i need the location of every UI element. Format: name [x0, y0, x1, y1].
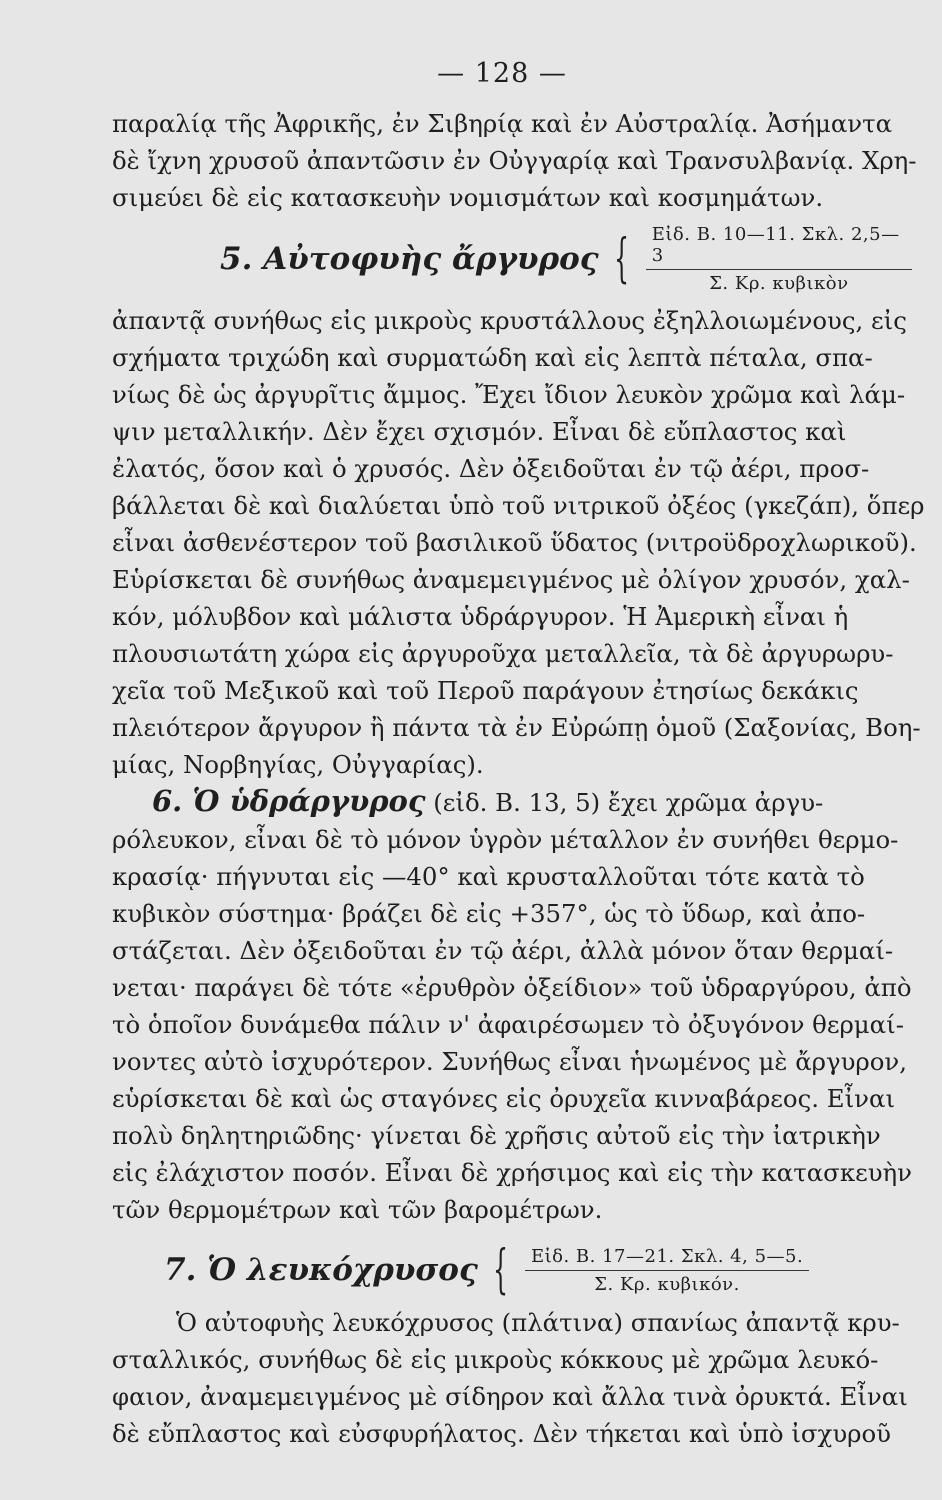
paragraph-intro [112, 105, 917, 216]
text-line: ψιν μεταλλικήν. Δὲν ἔχει σχισμόν. Εἶναι δὲ εὔπλαστος καὶ [112, 417, 847, 446]
text-line: ἐλατός, ὅσον καὶ ὁ χρυσός. Δὲν ὀξειδοῦται ἐν τῷ ἀέρι, προσ- [112, 454, 870, 483]
section-5-properties [646, 224, 912, 294]
text-line: κρασίᾳ· πήγνυται εἰς —40° καὶ κρυσταλλοῦται τότε κατὰ τὸ [112, 862, 865, 891]
properties-top: Εἰδ. Β. 10—11. Σκλ. 2,5—3 [646, 224, 912, 270]
text-line: κόν, μόλυβδον καὶ μάλιστα ὑδράργυρον. Ἡ Ἀμερικὴ εἶναι ἡ [112, 602, 849, 631]
text-line: εὑρίσκεται δὲ καὶ ὡς σταγόνες εἰς ὀρυχεῖα κινναβάρεος. Εἶναι [112, 1084, 896, 1113]
text-line: νοντες αὐτὸ ἰσχυρότερον. Συνήθως εἶναι ἡνωμένος μὲ ἄργυρον, [112, 1047, 908, 1076]
brace-glyph: { [492, 1240, 508, 1300]
properties-bottom: Σ. Κρ. κυβικὸν [709, 273, 849, 294]
text-line: Εὑρίσκεται δὲ συνήθως ἀναμεμειγμένος μὲ ὀλίγον χρυσόν, χαλ- [112, 565, 910, 594]
text-line: εἶναι ἀσθενέστερον τοῦ βασιλικοῦ ὕδατος (νιτροϋδροχλωρικοῦ). [112, 528, 917, 557]
text-line: πλουσιωτάτη χώρα εἰς ἀργυροῦχα μεταλλεῖα, τὰ δὲ ἀργυρωρυ- [112, 639, 894, 668]
text-line: δὲ ἴχνη χρυσοῦ ἀπαντῶσιν ἐν Οὐγγαρίᾳ καὶ Τρανσυλβανίᾳ. Χρη- [112, 146, 917, 175]
text-line: φαιον, ἀναμεμειγμένος μὲ σίδηρον καὶ ἄλλα τινὰ ὀρυκτά. Εἶναι [112, 1382, 908, 1411]
properties-bottom: Σ. Κρ. κυβικόν. [594, 1273, 740, 1295]
section-6-first-line [112, 783, 912, 821]
text-line: στάζεται. Δὲν ὀξειδοῦται ἐν τῷ ἀέρι, ἀλλὰ μόνον ὅταν θερμαί- [112, 936, 894, 965]
text-line: μίας, Νορβηγίας, Οὐγγαρίας). [112, 750, 484, 779]
text-line: πολὺ δηλητηριῶδης· γίνεται δὲ χρῆσις αὐτοῦ εἰς τὴν ἰατρικὴν [112, 1121, 881, 1150]
text-line: βάλλεται δὲ καὶ διαλύεται ὑπὸ τοῦ νιτρικοῦ ὀξέος (γκεζάπ), ὅπερ [112, 491, 925, 520]
text-line: πλειότερον ἄργυρον ἢ πάντα τὰ ἐν Εὐρώπῃ ὁμοῦ (Σαξονίας, Βοη- [112, 713, 921, 742]
text-line: σχήματα τριχώδη καὶ συρματώδη καὶ εἰς λεπτὰ πέταλα, σπα- [112, 343, 873, 372]
section-7-title: 7. Ὁ λευκόχρυσος [164, 1252, 478, 1288]
section-7-properties [525, 1246, 809, 1295]
text-line: (εἰδ. Β. 13, 5) ἔχει χρῶμα ἀργυ- [425, 788, 824, 817]
text-line: σιμεύει δὲ εἰς κατασκευὴν νομισμάτων καὶ κοσμημάτων. [112, 183, 824, 212]
text-line: ἀπαντᾷ συνήθως εἰς μικροὺς κρυστάλλους ἐξηλλοιωμένους, εἰς [112, 306, 907, 335]
text-line: σταλλικός, συνήθως δὲ εἰς μικροὺς κόκκους μὲ χρῶμα λευκό- [112, 1345, 879, 1374]
text-line: κυβικὸν σύστημα· βράζει δὲ εἰς +357°, ὡς τὸ ὕδωρ, καὶ ἀπο- [112, 899, 866, 928]
text-line: νεται· παράγει δὲ τότε «ἐρυθρὸν ὀξείδιον» τοῦ ὑδραργύρου, ἀπὸ [112, 973, 912, 1002]
brace-glyph: { [613, 229, 629, 289]
text-line: δὲ εὔπλαστος καὶ εὐσφυρήλατος. Δὲν τήκεται καὶ ὑπὸ ἰσχυροῦ [112, 1419, 892, 1448]
section-5-title: 5. Αὐτοφυὴς ἄργυρος [220, 241, 599, 277]
page-number: — 128 — [437, 58, 567, 89]
section-6-title: 6. Ὁ ὑδράργυρος [152, 784, 426, 818]
text-line: παραλίᾳ τῆς Ἀφρικῆς, ἐν Σιβηρίᾳ καὶ ἐν Αὐστραλίᾳ. Ἀσήμαντα [112, 109, 893, 138]
text-line: τῶν θερμομέτρων καὶ τῶν βαρομέτρων. [112, 1195, 603, 1224]
paragraph-section-5 [112, 302, 925, 783]
text-line: χεῖα τοῦ Μεξικοῦ καὶ τοῦ Περοῦ παράγουν ἐτησίως δεκάκις [112, 676, 859, 705]
text-line: τὸ ὁποῖον δυνάμεθα πάλιν ν' ἀφαιρέσωμεν τὸ ὀξυγόνον θερμαί- [112, 1010, 904, 1039]
text-line: νίως δὲ ὡς ἀργυρῖτις ἄμμος. Ἔχει ἴδιον λευκὸν χρῶμα καὶ λάμ- [112, 380, 906, 409]
properties-top: Εἰδ. Β. 17—21. Σκλ. 4, 5—5. [525, 1246, 809, 1271]
section-5-heading [220, 224, 912, 294]
paragraph-section-7 [112, 1304, 912, 1452]
text-line: ρόλευκον, εἶναι δὲ τὸ μόνον ὑγρὸν μέταλλον ἐν συνήθει θερμο- [112, 825, 899, 854]
text-line: Ὁ αὐτοφυὴς λευκόχρυσος (πλάτινα) σπανίως ἀπαντᾷ κρυ- [176, 1308, 900, 1337]
section-7-heading [164, 1240, 912, 1300]
paragraph-section-6 [112, 783, 912, 1228]
text-line: εἰς ἐλάχιστον ποσόν. Εἶναι δὲ χρήσιμος καὶ εἰς τὴν κατασκευὴν [112, 1158, 912, 1187]
